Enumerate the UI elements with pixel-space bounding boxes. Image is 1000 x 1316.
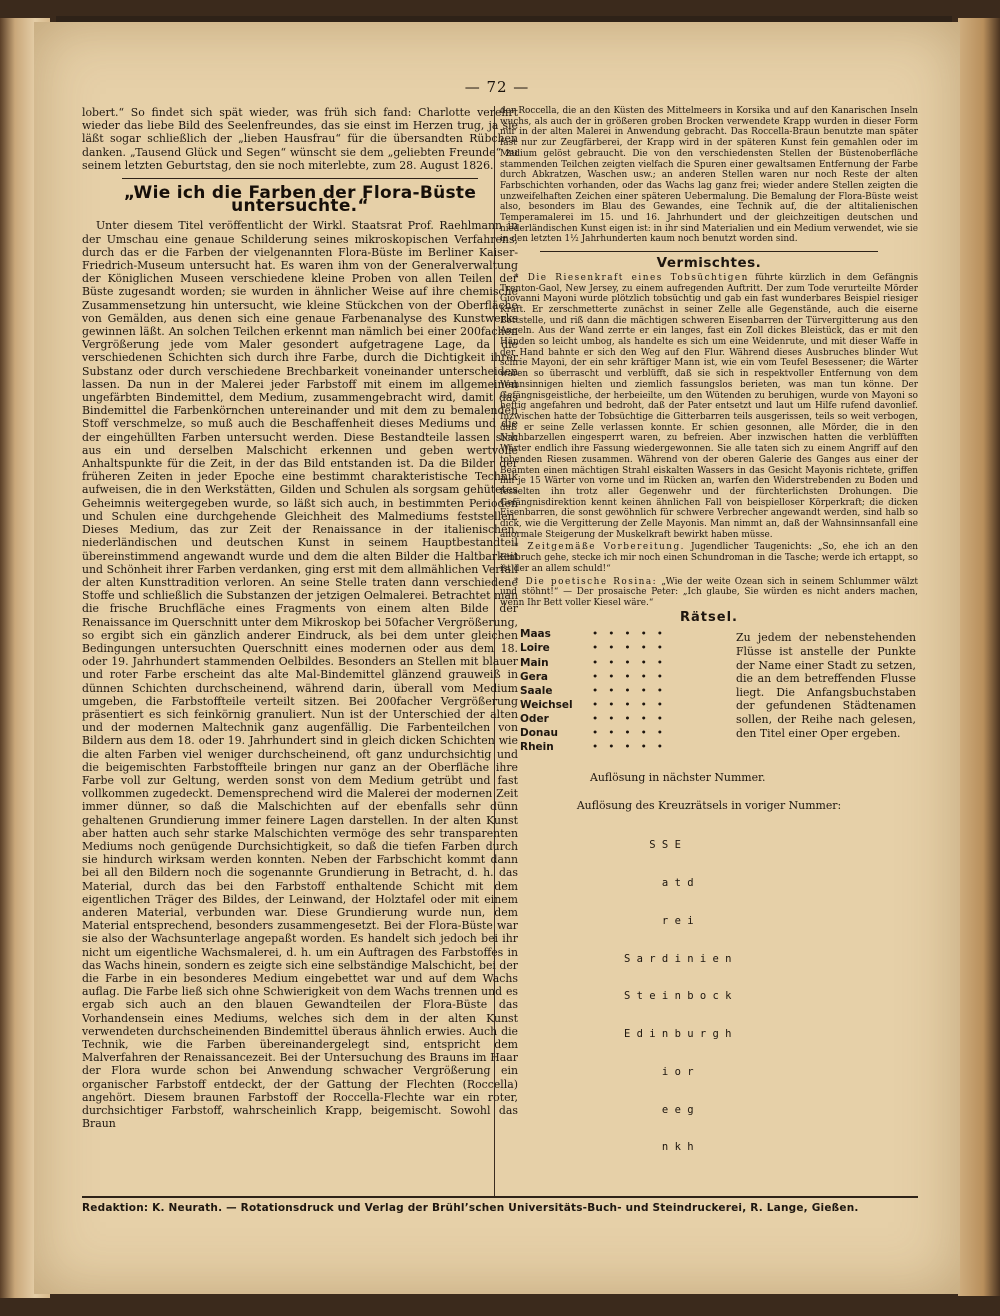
- book-page-edge-right: [958, 18, 1000, 1296]
- article-continuation: der Roccella, die an den Küsten des Mittelmeers in Korsika und auf den Kanarischen Inseln wuchs, als auch der in größeren groben Brocken verwendete Krapp wurden in dieser Form nur in der alten Malerei in Anwendung gebracht. Das Roccella-Braun benutzte man später fast nur zur Zeugfärberei, der Krapp wird in der späteren Kunst fein gemahlen oder im Medium gelöst gebraucht. Die von den verschiedensten Stellen der Büstenoberfläche stammenden Teilchen zeigten vielfach die Spuren einer gewaltsamen Entfernung der Farbe durch Abkratzen, Waschen usw.; an anderen Stellen waren nur noch Reste der alten Farbschichten vorhanden, oder das Wachs lag ganz frei; wieder andere Stellen zeigten die unzweifelhaften Zeichen einer späteren Uebermalung. Die Bemalung der Flora-Büste weist also, besonders im Blau des Gewandes, eine Technik auf, die der altitalienischen Temperamalerei im 15. und 16. Jahrhundert und der gleichzeitigen deutschen und niederländischen Kunst eigen ist: in ihr sind Materialien und ein Medium verwendet, wie sie in den letzten 1½ Jahrhunderten kaum noch benutzt worden sind.: [500, 106, 918, 245]
- riddle-river: Main: [520, 656, 549, 669]
- riddle-river: Rhein: [520, 741, 554, 754]
- intro-paragraph: lobert.“ So findet sich spät wieder, was früh sich fand: Charlotte verehrt wieder das liebe Bild des Seelenfreundes, das sie einst im Herzen trug, ja sie läßt sogar schließlich der „lieben Hausfrau“ für die übersandten Rübchen danken. „Tausend Glück und Segen“ wünscht sie dem „geliebten Freunde“ zu seinem letzten Geburtstag, den sie noch miterlebte, zum 28. August 1826.: [82, 106, 518, 172]
- crossword-row: n k h: [624, 1141, 694, 1154]
- crossword-solution-title: Auflösung des Kreuzrätsels in voriger Nummer:: [576, 799, 842, 813]
- riddle-river: Saale: [520, 684, 553, 697]
- imprint-footer: Redaktion: K. Neurath. — Rotationsdruck und Verlag der Brühl’schen Universitäts-Buch- und Steindruckerei, R. Lange, Gießen.: [82, 1202, 859, 1214]
- riddle-river: Donau: [520, 727, 558, 739]
- misc-item-1-text: führte kürzlich in dem Gefängnis Trenton-Gaol, New Jersey, zu einem aufregenden Auftritt. Der zum Tode verurteilte Mörder Giovanni Mayoni wurde plötzlich tobsüchtig und gab ein fast wunderbares Beispiel riesiger Kraft. Er zerschmetterte zunächst in seiner Zelle alle Gegenstände, auch die eiserne Bettstelle, und riß dann die mächtigen schweren Eisenbarren der Türvergitterung aus den Angeln. Aus der Wand zerrte er ein langes, fast ein Zoll dickes Bleistück, das er mit den Händen so leicht umbog, als handelte es sich um eine Weidenrute, und mit dieser Waffe in der Hand bahnte er sich den Weg auf den Flur. Während dieses Ausbruches blinder Wut schrie Mayoni, der ein sehr kräftiger Mann ist, wie ein vom Teufel Besessener; die Wärter waren so überrascht und verblüfft, daß sie sich in respektvoller Entfernung von dem Wahnsinnigen hielten und ziemlich fassungslos berieten, was man tun könne. Der Gefängnisgeistliche, der herbeieilte, um den Wütenden zu beruhigen, wurde von Mayoni so heftig angefahren und bedroht, daß der Pater entsetzt und laut um Hilfe rufend davonlief. Inzwischen hatte der Tobsüchtige die Gitterbarren teils ausgerissen, teils so weit verbogen, daß er seine Zelle verlassen konnte. Er schien gesonnen, alle Mörder, die in den Nachbarzellen eingesperrt waren, zu befreien. Aber inzwischen hatten die verblüfften Wärter endlich ihre Fassung wiedergewonnen. Sie alle taten sich zu einem Angriff auf den tobenden Riesen zusammen. Während von der oberen Galerie des Ganges aus einer der Beamten einen mächtigen Strahl eiskalten Wassers in das Gesicht Mayonis richtete, griffen ihn je 15 Wärter von vorne und im Rücken an, warfen den Widerstrebenden zu Boden und fesselten ihn trotz aller Gegenwehr und der fürchterlichsten Drohungen. Die Gefängnisdirektion kennt keinen ähnlichen Fall von beispielloser Körperkraft; die dicken Eisenbarren, die sonst gewöhnlich für schwere Verbrecher angewandt werden, sind halb so dick, wie die Vergitterung der Zelle Mayonis. Man nimmt an, daß der Wahnsinnsanfall eine anormale Steigerung der Muskelkraft bewirkt haben müsse.: [500, 272, 918, 540]
- riddle-river-list: [520, 627, 590, 754]
- misc-item-2-lead: * Zeitgemäße Vorbereitung.: [514, 542, 685, 553]
- crossword-solution-grid: [624, 814, 918, 1179]
- article-body: Unter diesem Titel veröffentlicht der Wirkl. Staatsrat Prof. Raehlmann in der Umschau eine genaue Schilderung seines mikroskopischen Verfahrens, durch das er die Farben der vielgenannten Flora-Büste im Berliner Kaiser-Friedrich-Museum untersucht hat. Es waren ihm von der Generalverwaltung der Königlichen Museen verschiedene kleine Proben von allen Teilen der Büste zugesandt worden; sie wurden in ähnlicher Weise auf ihre chemische Zusammensetzung hin untersucht, wie kleine Stückchen von der Oberfläche von Gemälden, aus denen sich eine genaue Farbenanalyse des Kunstwerks gewinnen läßt. An solchen Teilchen erkennt man nämlich bei einer 200fachen Vergrößerung jede vom Maler gesondert aufgetragene Lage, da die verschiedenen Schichten sich durch ihre Farbe, durch die Dichtigkeit ihrer Substanz oder durch verschiedene Brechbarkeit voneinander unterscheiden lassen. Da nun in der Malerei jeder Farbstoff mit einem im allgemeinen ungefärbten Bindemittel, dem Medium, zusammengebracht wird, damit das Bindemittel die Farbenkörnchen untereinander und mit dem zu bemalenden Stoff verschmelze, so muß auch die Beschaffenheit dieses Mediums und die der eingehüllten Farben untersucht werden. Diese Bestandteile lassen sich aus ein und derselben Malschicht erkennen und geben wertvolle Anhaltspunkte für die Zeit, in der das Bild entstanden ist. Da die Bilder der früheren Zeiten in jeder Epoche eine bestimmt charakteristische Technik aufweisen, die in den Werkstätten, Gilden und Schulen als sorgsam gehütetes Geheimnis weitergegeben wurde, so läßt sich auch, in bestimmten Perioden und Schulen eine durchgehende Gleichheit des Malmediums feststellen. Dieses Medium, das zur Zeit der Renaissance in der italienischen, niederländischen und deutschen Kunst in seinem Hauptbestandteil übereinstimmend angewandt wurde und dem die alten Bilder die Haltbarkeit und Schönheit ihrer Farben verdanken, ging erst mit dem allmählichen Verfall der alten Kunsttradition verloren. An seine Stelle traten dann verschiedene Stoffe und schließlich die Substanzen der jetzigen Oelmalerei. Betrachtet man die frische Bruchfläche eines Fragments von einem alten Bilde der Renaissance im Querschnitt unter dem Mikroskop bei 50facher Vergrößerung, so ergibt sich ein gänzlich anderer Eindruck, als bei dem unter gleichen Bedingungen untersuchten Querschnitt eines modernen oder aus dem 18. oder 19. Jahrhundert stammenden Oelbildes. Besonders an Stellen mit blauer und roter Farbe erscheint das alte Mal-Bindemittel glänzend grauweiß in dünnen Schichten durchscheinend, während darin, überall vom Medium umgeben, die Farbstoffteile verteilt sitzen. Bei 200facher Vergrößerung präsentiert es sich feinkörnig granuliert. Nun ist der Unterschied der alten und der modernen Maltechnik ganz augenfällig. Die Farbenteilchen von Bildern aus dem 18. oder 19. Jahrhundert sind in gleich dicken Schichten wie die alten Farben viel weniger durchscheinend, oft ganz undurchsichtig und die beigemischten Farbstoffteile bringen nur ganz an der Oberfläche ihre Farbe voll zur Geltung, werden sonst von dem Medium getrübt und fast vollkommen zugedeckt. Demensprechend wird die Malerei der modernen Zeit immer dünner, so daß die Malschichten auf der ebenfalls sehr dünn gehaltenen Grundierung immer feinere Lagen darstellen. In der alten Kunst aber hatten auch sehr starke Malschichten vermöge des sehr transparenten Mediums noch genügende Durchsichtigkeit, so daß die tiefen Farben durch sie hindurch wirksam werden konnten. Neben der Farbschicht kommt dann bei all den Bildern noch die sogenannte Grundierung in Betracht, d. h. das Material, durch das bei den Farbstoff enthaltende Schicht mit dem eigentlichen Träger des Bildes, der Leinwand, der Holztafel oder mit einem anderen Material, verbunden war. Diese Grundierung wurde nun, dem Material entsprechend, besonders zusammengesetzt. Bei der Flora-Büste war sie also der Wachsunterlage angepaßt worden. Es handelt sich jedoch bei ihr nicht um eigentliche Wachsmalerei, d. h. um ein Auftragen des Farbstoffes in das Wachs hinein, sondern es zeigte sich eine selbständige Malschicht, bei der die Farbe in ein besonderes Medium eingebettet war und auf dem Wachs auflag. Die Farbe ließ sich ohne Schwierigkeit von dem Wachs trennen und es ergab sich auch an den blauen Gewandteilen der Flora-Büste das Vorhandensein eines Mediums, welches sich dem in der alten Kunst verwendeten durchscheinenden Bindemittel überaus ähnlich erwies. Auch die Technik, wie die Farben übereinandergelegt sind, entspricht dem Malverfahren der Renaissancezeit. Bei der Untersuchung des Brauns im Haar der Flora wurde schon bei Anwendung schwacher Vergrößerung ein organischer Farbstoff entdeckt, der der Gattung der Flechten (Roccella) angehört. Diesem braunen Farbstoff der Roccella-Flechte war ein roter, durchsichtiger Farbstoff, wahrscheinlich Krapp, beigemischt. Sowohl das Braun: [82, 219, 518, 1131]
- article-heading: „Wie ich die Farben der Flora-Büste untersuchte.“: [123, 183, 477, 217]
- riddle-dots: ••••• ••••• ••••• ••••• ••••• ••••• ••••• ••••• •••••: [592, 628, 673, 754]
- misc-item-3-text: „Wie der weite Ozean sich in seinem Schlummer wälzt und stöhnt!“ — Der prosaische Peter: „Ich glaube, Sie würden es nicht anders machen, wenn Ihr Bett voller Kiesel wäre.“: [500, 576, 918, 608]
- crossword-row: i o r: [624, 1065, 694, 1078]
- crossword-row: r e i: [624, 914, 694, 927]
- crossword-row: e e g: [624, 1103, 694, 1116]
- footer-rule: [82, 1196, 918, 1198]
- riddle-river: Maas: [520, 628, 551, 641]
- misc-heading: Vermischtes.: [656, 255, 762, 272]
- left-column: [82, 106, 518, 1132]
- crossword-row: E d i n b u r g h: [624, 1028, 732, 1041]
- right-column: [500, 106, 918, 1179]
- page-number: — 72 —: [464, 78, 530, 96]
- crossword-row: S t e i n b o c k: [624, 990, 732, 1003]
- misc-item-3-lead: * Die poetische Rosina:: [514, 576, 658, 587]
- misc-item-3: [500, 577, 918, 609]
- crossword-row: a t d: [624, 877, 694, 890]
- riddle-river: Gera: [520, 670, 549, 683]
- misc-item-2-text: Jugendlicher Taugenichts: „So, ehe ich an den Einbruch gehe, stecke ich mir noch einen Schundroman in die Tasche; werde ich ertappt, so ist der an allem schuld!“: [500, 542, 918, 574]
- riddle-block: [500, 627, 918, 795]
- riddle-river: Weichsel: [520, 698, 573, 711]
- crossword-row: S a r d i n i e n: [624, 952, 732, 965]
- section-rule: [122, 178, 478, 179]
- crossword-row: S S E: [624, 839, 681, 852]
- riddle-river: Oder: [520, 712, 549, 725]
- riddle-instructions: Zu jedem der nebenstehenden Flüsse ist anstelle der Punkte der Name einer Stadt zu setzen, die an dem betreffenden Flusse liegt. Die Anfangsbuchstaben der gefundenen Städtenamen sollen, der Reihe nach gelesen, den Titel einer Oper ergeben.: [736, 631, 916, 740]
- section-rule: [540, 251, 878, 252]
- misc-item-2: [500, 542, 918, 574]
- riddle-title: Rätsel.: [680, 609, 738, 625]
- misc-item-1-lead: * Die Riesenkraft eines Tobsüchtigen: [514, 272, 749, 283]
- misc-item-1: [500, 273, 918, 541]
- riddle-solution-note: Auflösung in nächster Nummer.: [590, 771, 766, 785]
- riddle-river: Loire: [520, 642, 550, 655]
